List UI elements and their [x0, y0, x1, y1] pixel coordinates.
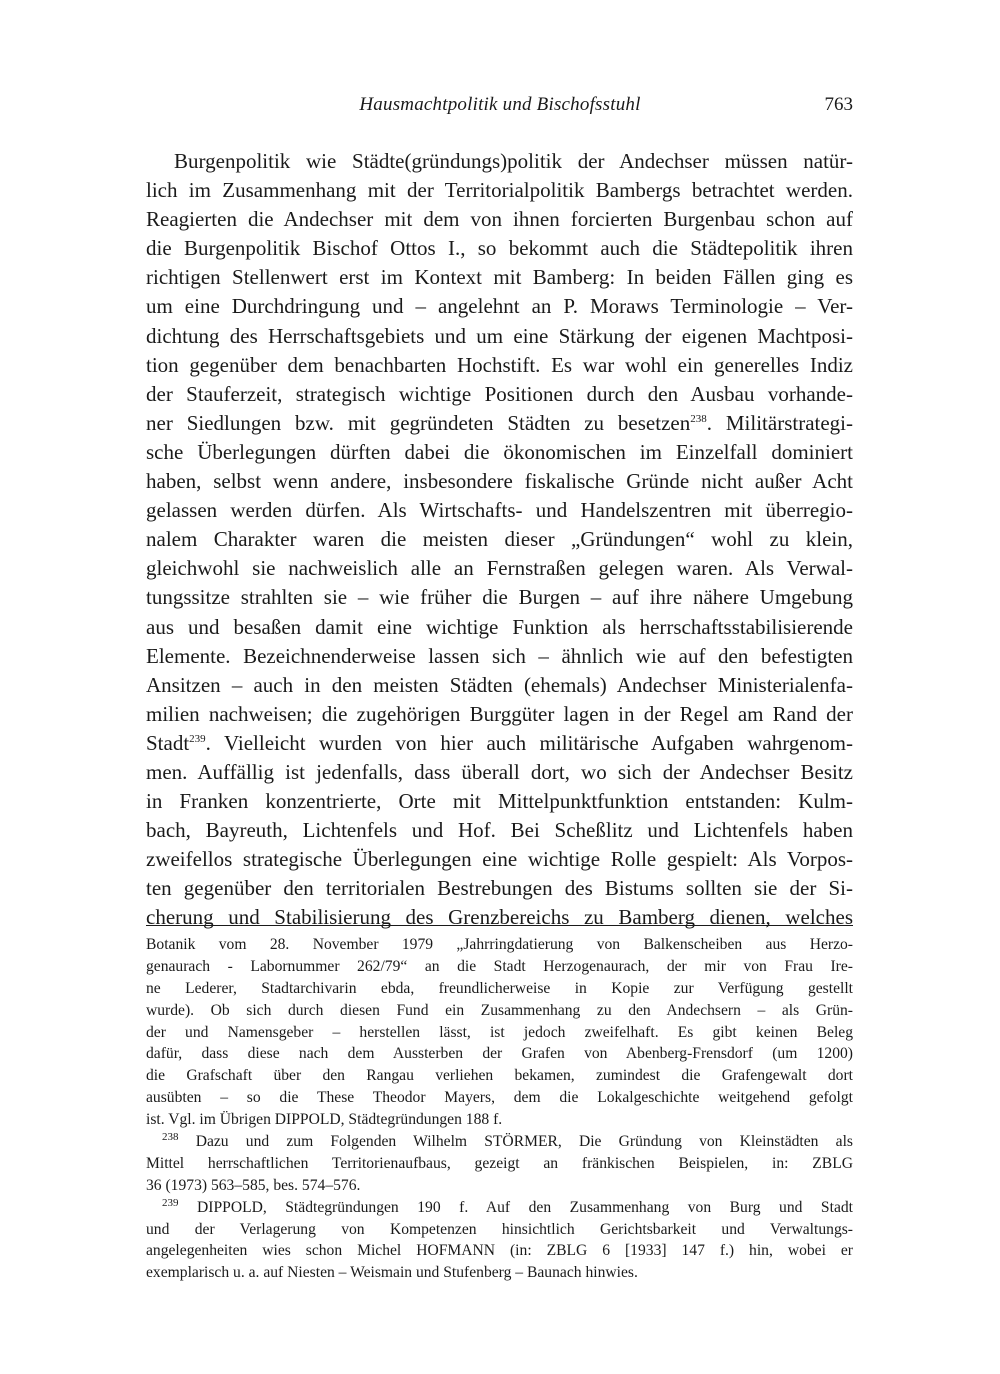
running-header-title: Hausmachtpolitik und Bischofsstuhl: [359, 94, 641, 115]
footnote-continued-line: ne Lederer, Stadtarchivarin ebda, freundlicherweise in Kopie zur Verfügung gestellt: [146, 979, 853, 997]
body-line-tail: . Vielleicht wurden von hier auch militärische Aufgaben wahrgenom-: [205, 730, 853, 755]
body-line: die Burgenpolitik Bischof Ottos I., so bekommt auch die Städtepolitik ihren: [146, 236, 853, 261]
body-line-text: Stadt: [146, 730, 190, 755]
body-line: Elemente. Bezeichnenderweise lassen sich – ähnlich wie auf den befestigten: [146, 643, 853, 668]
body-line: men. Auffällig ist jedenfalls, dass überall dort, wo sich der Andechser Besitz: [146, 759, 853, 784]
footnote-ref-238: 238: [690, 412, 707, 425]
body-line: Burgenpolitik wie Städte(gründungs)politik der Andechser müssen natür-: [174, 149, 853, 173]
footnote-continued-line: dafür, dass diese nach dem Aussterben der Grafen von Abenberg-Frensdorf (um 1200): [146, 1045, 853, 1063]
footnote-continued-line: ist. Vgl. im Übrigen DIPPOLD, Städtegründungen 188 f.: [146, 1111, 503, 1129]
body-line: nalem Charakter waren die meisten dieser „Gründungen“ wohl zu klein,: [146, 527, 853, 552]
page-number: 763: [824, 94, 853, 115]
body-line: bach, Bayreuth, Lichtenfels und Hof. Bei Scheßlitz und Lichtenfels haben: [146, 818, 853, 843]
footnote-239-first-line: [146, 1197, 853, 1219]
footnotes-block: [146, 934, 853, 1284]
body-line: gelassen werden dürfen. Als Wirtschafts- und Handelszentren mit überregio-: [146, 498, 853, 523]
body-line: aus und besaßen damit eine wichtige Funktion als herrschaftsstabilisierende: [146, 614, 853, 639]
body-line: sche Überlegungen dürften dabei die ökonomischen im Einzelfall dominiert: [146, 439, 853, 464]
footnote-divider: [146, 925, 853, 926]
footnote-238-line: Mittel herrschaftlichen Territorienaufbaus, gezeigt an fränkischen Beispielen, in: ZBLG: [146, 1154, 853, 1172]
footnote-number-239: 239: [162, 1196, 179, 1209]
body-line-with-footnote-ref: [146, 409, 853, 438]
footnote-continued-line: wurde). Ob sich durch diesen Fund ein Zusammenhang zu den Andechsern – als Grün-: [146, 1001, 853, 1019]
footnote-238-line: 36 (1973) 563–585, bes. 574–576.: [146, 1176, 361, 1194]
footnote-continued-line: der und Namensgeber – herstellen lässt, ist jedoch zweifelhaft. Es gibt keinen Beleg: [146, 1023, 853, 1041]
body-line: milien nachweisen; die zugehörigen Burggüter lagen in der Regel am Rand der: [146, 701, 853, 726]
footnote-239-line: exemplarisch u. a. auf Niesten – Weismain und Stufenberg – Baunach hinwies.: [146, 1264, 638, 1282]
body-line: in Franken konzentrierte, Orte mit Mittelpunktfunktion entstanden: Kulm-: [146, 789, 853, 814]
footnote-ref-239: 239: [189, 732, 206, 745]
footnote-continued-line: ausübten – so die These Theodor Mayers, dem die Lokalgeschichte weitgehend gefolgt: [146, 1089, 853, 1107]
body-line: um eine Durchdringung und – angelehnt an P. Moraws Terminologie – Ver-: [146, 294, 853, 319]
footnote-238-first-line: [146, 1131, 853, 1153]
body-line: richtigen Stellenwert erst im Kontext mit Bamberg: In beiden Fällen ging es: [146, 265, 853, 290]
footnote-continued-line: genaurach - Labornummer 262/79“ an die Stadt Herzogenaurach, der mir von Frau Ire-: [146, 957, 853, 975]
footnote-238-text: Dazu und zum Folgenden Wilhelm STÖRMER, Die Gründung von Kleinstädten als: [195, 1133, 853, 1151]
body-line: haben, selbst wenn andere, insbesondere fiskalische Gründe nicht außer Acht: [146, 469, 853, 494]
body-line-with-footnote-ref: [146, 729, 853, 758]
body-line: dichtung des Herrschaftsgebiets und um eine Stärkung der eigenen Machtposi-: [146, 323, 853, 348]
body-line-tail: . Militärstrategi-: [706, 410, 853, 435]
footnote-continued-line: Botanik vom 28. November 1979 „Jahrringdatierung von Balkenscheiben aus Herzo-: [146, 936, 853, 953]
footnote-239-line: und der Verlagerung von Kompetenzen hinsichtlich Gerichtsbarkeit und Verwaltungs-: [146, 1220, 853, 1238]
footnote-number-238: 238: [162, 1130, 179, 1143]
main-text-block: [146, 147, 853, 933]
body-line: tungssitze strahlten sie – wie früher die Burgen – auf ihre nähere Umgebung: [146, 585, 853, 610]
footnote-continued-line: die Grafschaft über den Rangau verliehen bekamen, zumindest die Grafengewalt dort: [146, 1067, 853, 1085]
body-line: cherung und Stabilisierung des Grenzbereichs zu Bamberg dienen, welches: [146, 905, 853, 930]
body-line: ten gegenüber den territorialen Bestrebungen des Bistums sollten sie der Si-: [146, 876, 853, 901]
footnote-239-line: angelegenheiten wies schon Michel HOFMANN (in: ZBLG 6 [1933] 147 f.) hin, wobei er: [146, 1242, 853, 1260]
body-line: lich im Zusammenhang mit der Territorialpolitik Bambergs betrachtet werden.: [146, 178, 853, 203]
body-line-text: ner Siedlungen bzw. mit gegründeten Städten zu besetzen: [146, 410, 691, 435]
footnote-239-text: DIPPOLD, Städtegründungen 190 f. Auf den Zusammenhang von Burg und Stadt: [197, 1198, 853, 1216]
body-line: Reagierten die Andechser mit dem von ihnen forcierten Burgenbau schon auf: [146, 207, 853, 232]
body-line: zweifellos strategische Überlegungen eine wichtige Rolle gespielt: Als Vorpos-: [146, 847, 853, 872]
body-line: Ansitzen – auch in den meisten Städten (ehemals) Andechser Ministerialenfa-: [146, 672, 853, 697]
body-line: gleichwohl sie nachweislich alle an Fernstraßen gelegen waren. Als Verwal-: [146, 556, 853, 581]
body-line: tion gegenüber dem benachbarten Hochstift. Es war wohl ein generelles Indiz: [146, 352, 853, 377]
body-line: der Stauferzeit, strategisch wichtige Positionen durch den Ausbau vorhande-: [146, 381, 853, 406]
